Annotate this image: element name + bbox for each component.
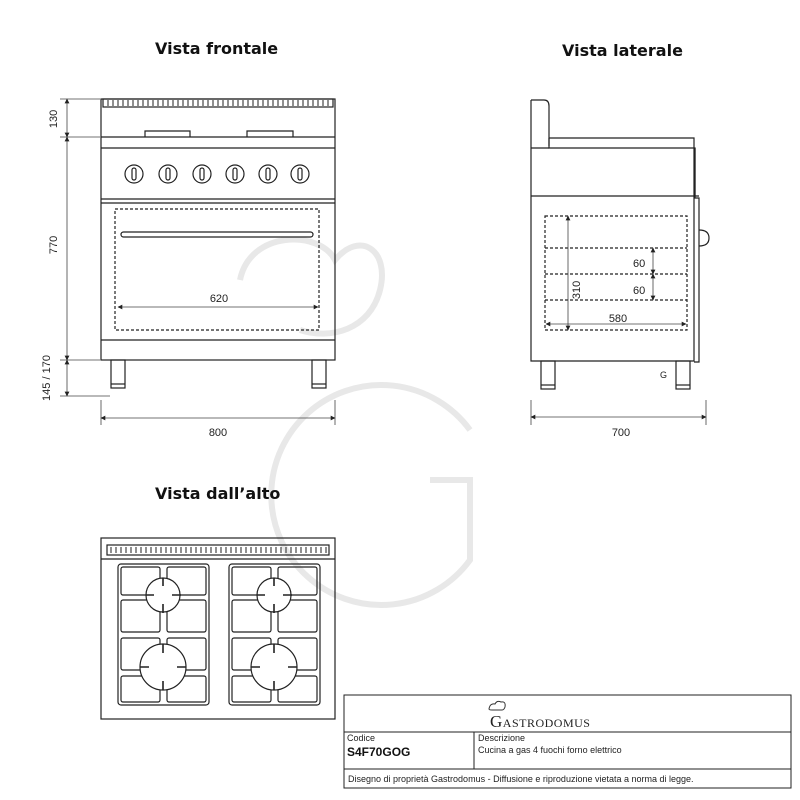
dim-front-total-width: 800	[208, 427, 228, 439]
watermark-logo	[240, 240, 470, 605]
dim-side-oven-height: 310	[571, 280, 583, 300]
code-value: S4F70GOG	[347, 745, 411, 759]
front-pan-supports	[145, 131, 293, 137]
front-grill-slots	[108, 100, 328, 106]
top-view-title: Vista dall’alto	[155, 484, 281, 503]
description-label: Descrizione	[478, 733, 526, 743]
side-backsplash	[531, 100, 549, 146]
brand-hat-icon	[489, 701, 505, 710]
code-label: Codice	[347, 733, 376, 743]
dim-front-oven-width: 620	[209, 293, 229, 305]
dim-side-shelf-gap-1: 60	[633, 258, 646, 270]
dim-front-top-height: 130	[48, 109, 60, 129]
side-view-title: Vista laterale	[562, 41, 683, 60]
dim-front-leg-height: 145 / 170	[41, 355, 53, 401]
dim-front-body-height: 770	[48, 235, 60, 255]
burners	[140, 578, 297, 690]
description-value: Cucina a gas 4 fuochi forno elettrico	[478, 745, 622, 755]
side-view	[531, 100, 709, 389]
dim-side-shelf-gap-2: 60	[633, 285, 646, 297]
dim-side-total-depth: 700	[611, 427, 631, 439]
footer-notice: Disegno di proprietà Gastrodomus - Diffusione e riproduzione vietata a norma di legge.	[348, 774, 694, 784]
front-view	[101, 99, 335, 388]
front-body-outline	[101, 99, 335, 360]
side-knob	[699, 230, 709, 246]
front-view-title: Vista frontale	[155, 39, 279, 58]
dim-side-oven-depth: 580	[608, 313, 628, 325]
side-mark: G	[660, 370, 668, 380]
knobs	[125, 165, 309, 183]
brand-name: Gastrodomus	[490, 712, 591, 731]
oven-handle	[121, 232, 313, 237]
oven-door	[115, 209, 319, 330]
